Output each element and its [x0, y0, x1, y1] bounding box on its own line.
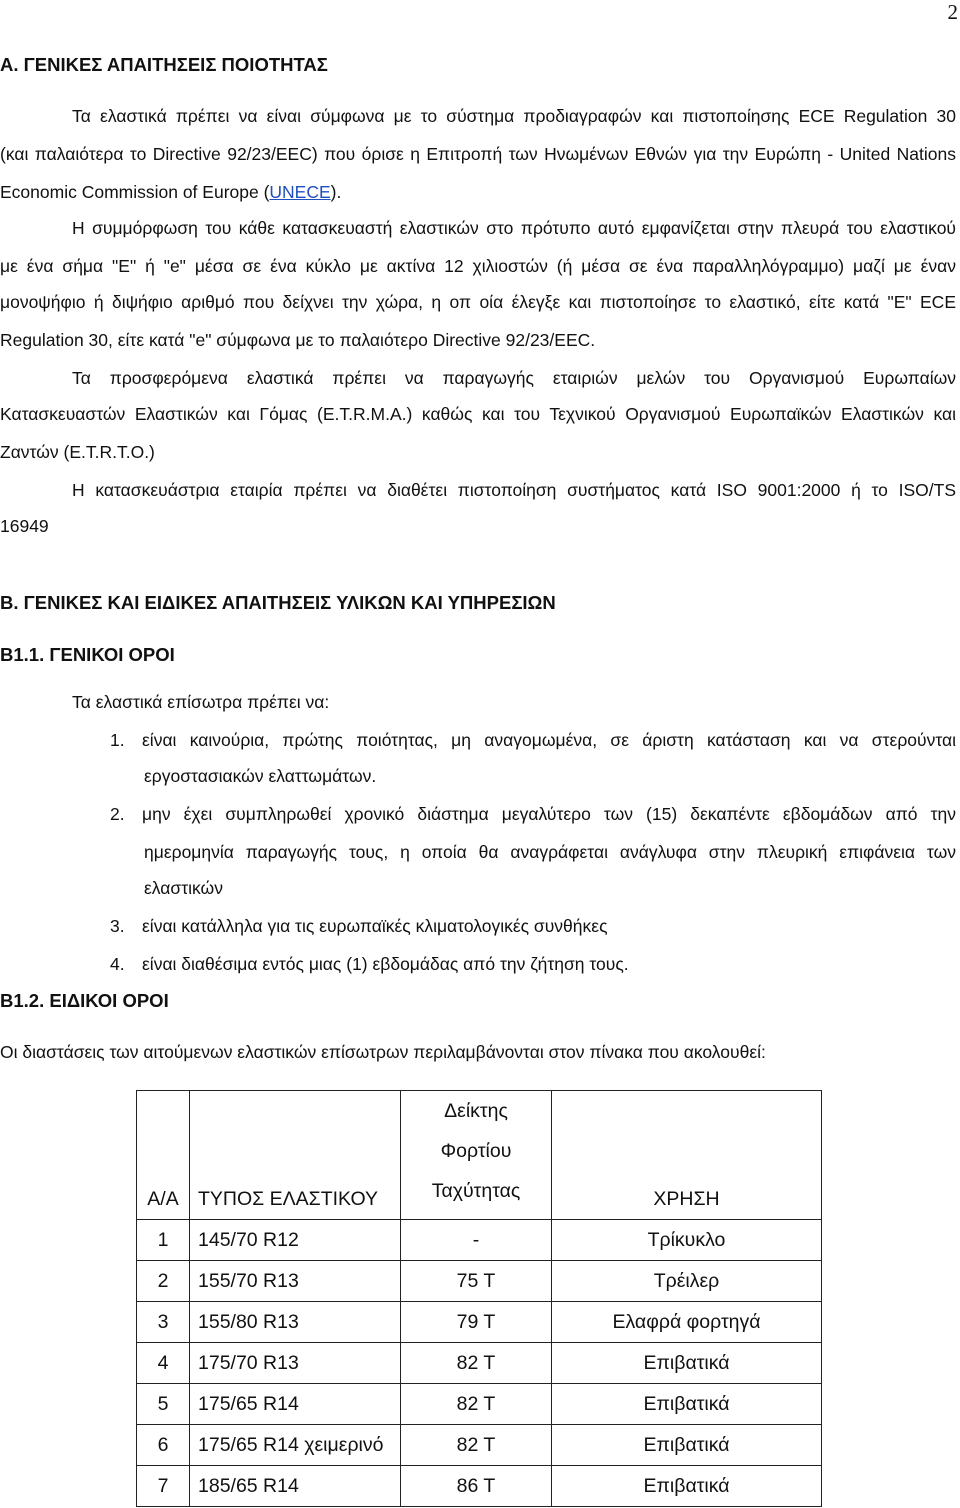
- cell-aa: 2: [137, 1261, 190, 1302]
- header-index-line: Δείκτης: [444, 1100, 508, 1122]
- list-item-number: 4.: [110, 954, 125, 974]
- list-item-text: είναι διαθέσιμα εντός μιας (1) εβδομάδας από την ζήτηση τους.: [142, 954, 629, 974]
- list-item-text: εργοστασιακών ελαττωμάτων.: [144, 766, 377, 786]
- header-index-line: Ταχύτητας: [431, 1180, 521, 1202]
- table-row: [137, 1425, 822, 1466]
- list-item-text: μην έχει συμπληρωθεί χρονικό διάστημα μεγαλύτερο των (15) δεκαπέντε εβδομάδων από την: [142, 804, 956, 824]
- cell-use: Επιβατικά: [552, 1343, 822, 1384]
- cell-type: 185/65 R14: [190, 1466, 401, 1507]
- section-b-heading: Β. ΓΕΝΙΚΕΣ ΚΑΙ ΕΙΔΙΚΕΣ ΑΠΑΙΤΗΣΕΙΣ ΥΛΙΚΩΝ ΚΑΙ ΥΠΗΡΕΣΙΩΝ: [0, 592, 556, 613]
- list-item-number: 1.: [110, 730, 125, 750]
- cell-aa: 3: [137, 1302, 190, 1343]
- paragraph-line: με ένα σήμα "E" ή "e" μέσα σε ένα κύκλο με ακτίνα 12 χιλιοστών (ή μέσα σε ένα παραλληλόγραμμο) μαζί με έναν: [0, 256, 956, 276]
- cell-type: 175/65 R14: [190, 1384, 401, 1425]
- list-item-number: 3.: [110, 916, 125, 936]
- cell-index: 86 T: [401, 1466, 552, 1507]
- cell-type: 145/70 R12: [190, 1220, 401, 1261]
- cell-aa: 7: [137, 1466, 190, 1507]
- paragraph-line: Η συμμόρφωση του κάθε κατασκευαστή ελαστικών στο πρότυπο αυτό εμφανίζεται στην πλευρά του ελαστικού: [72, 218, 956, 238]
- cell-use: Ελαφρά φορτηγά: [552, 1302, 822, 1343]
- list-item-text: ημερομηνία παραγωγής τους, η οποία θα αναγράφεται ανάγλυφα στην πλευρική επιφάνεια των: [144, 842, 956, 862]
- paragraph-line: Τα προσφερόμενα ελαστικά πρέπει να παραγωγής εταιριών μελών του Οργανισμού Ευρωπαίων: [72, 368, 956, 388]
- paragraph-line: 16949: [0, 516, 49, 536]
- table-row: [137, 1466, 822, 1507]
- unece-link[interactable]: UNECE: [269, 182, 331, 202]
- cell-index: 75 T: [401, 1261, 552, 1302]
- section-a-heading: Α. ΓΕΝΙΚΕΣ ΑΠΑΙΤΗΣΕΙΣ ΠΟΙΟΤΗΤΑΣ: [0, 54, 328, 75]
- header-aa: Α/Α: [137, 1091, 190, 1220]
- table-row: [137, 1343, 822, 1384]
- tire-table: [136, 1090, 822, 1507]
- table-row: [137, 1220, 822, 1261]
- paragraph-text: Economic Commission of Europe (: [0, 182, 270, 202]
- cell-index: -: [401, 1220, 552, 1261]
- cell-index: 79 T: [401, 1302, 552, 1343]
- cell-use: Επιβατικά: [552, 1384, 822, 1425]
- cell-aa: 6: [137, 1425, 190, 1466]
- subsection-b12-heading: Β1.2. ΕΙΔΙΚΟΙ ΟΡΟΙ: [0, 990, 169, 1011]
- cell-index: 82 T: [401, 1384, 552, 1425]
- cell-index: 82 T: [401, 1343, 552, 1384]
- paragraph-line: Regulation 30, είτε κατά "e" σύμφωνα με το παλαιότερο Directive 92/23/EEC.: [0, 330, 596, 350]
- cell-aa: 5: [137, 1384, 190, 1425]
- cell-type: 155/70 R13: [190, 1261, 401, 1302]
- paragraph-line: (και παλαιότερα το Directive 92/23/EEC) που όρισε η Επιτροπή των Ηνωμένων Εθνών για την Ευρώπη - United Nations: [0, 144, 956, 164]
- paragraph-line: Κατασκευαστών Ελαστικών και Γόμας (E.T.R.M.A.) καθώς και του Τεχνικού Οργανισμού Ευρωπαϊκών Ελαστικών και: [0, 404, 956, 424]
- paragraph-line: Η κατασκευάστρια εταιρία πρέπει να διαθέτει πιστοποίηση συστήματος κατά ISO 9001:2000 ή το ISO/TS: [72, 480, 956, 500]
- subsection-b11-heading: Β1.1. ΓΕΝΙΚΟΙ ΟΡΟΙ: [0, 644, 175, 665]
- cell-type: 175/65 R14 χειμερινό: [190, 1425, 401, 1466]
- cell-use: Τρέιλερ: [552, 1261, 822, 1302]
- cell-index: 82 T: [401, 1425, 552, 1466]
- paragraph-text: ).: [330, 182, 342, 202]
- table-row: [137, 1261, 822, 1302]
- cell-type: 175/70 R13: [190, 1343, 401, 1384]
- list-item-text: ελαστικών: [144, 878, 223, 898]
- header-index-line: Φορτίου: [440, 1140, 512, 1162]
- header-use: ΧΡΗΣΗ: [552, 1091, 822, 1220]
- cell-use: Επιβατικά: [552, 1425, 822, 1466]
- table-row: [137, 1384, 822, 1425]
- page-number: 2: [947, 0, 958, 24]
- cell-use: Επιβατικά: [552, 1466, 822, 1507]
- table-header-row: [137, 1091, 822, 1220]
- list-item-text: είναι καινούρια, πρώτης ποιότητας, μη αναγομωμένα, σε άριστη κατάσταση και να στερούνται: [142, 730, 956, 750]
- cell-aa: 1: [137, 1220, 190, 1261]
- header-type: ΤΥΠΟΣ ΕΛΑΣΤΙΚΟΥ: [190, 1091, 401, 1220]
- paragraph-line: Ζαντών (E.T.R.T.O.): [0, 442, 155, 462]
- list-item-number: 2.: [110, 804, 125, 824]
- list-item-text: είναι κατάλληλα για τις ευρωπαϊκές κλιματολογικές συνθήκες: [142, 916, 608, 936]
- table-intro: Οι διαστάσεις των αιτούμενων ελαστικών επίσωτρων περιλαμβάνονται στον πίνακα που ακολουθεί:: [0, 1042, 766, 1062]
- cell-use: Τρίκυκλο: [552, 1220, 822, 1261]
- header-index: [401, 1091, 552, 1220]
- table-row: [137, 1302, 822, 1343]
- paragraph-line: μονοψήφιο ή διψήφιο αριθμό που δείχνει την χώρα, η οπ οία έλεγξε και πιστοποίησε το ελαστικό, είτε κατά "E" ECE: [0, 292, 956, 312]
- list-intro: Τα ελαστικά επίσωτρα πρέπει να:: [72, 692, 330, 712]
- cell-aa: 4: [137, 1343, 190, 1384]
- paragraph-line: [0, 182, 341, 203]
- paragraph-line: Τα ελαστικά πρέπει να είναι σύμφωνα με το σύστημα προδιαγραφών και πιστοποίησης ECE Regulation 30: [72, 106, 956, 126]
- cell-type: 155/80 R13: [190, 1302, 401, 1343]
